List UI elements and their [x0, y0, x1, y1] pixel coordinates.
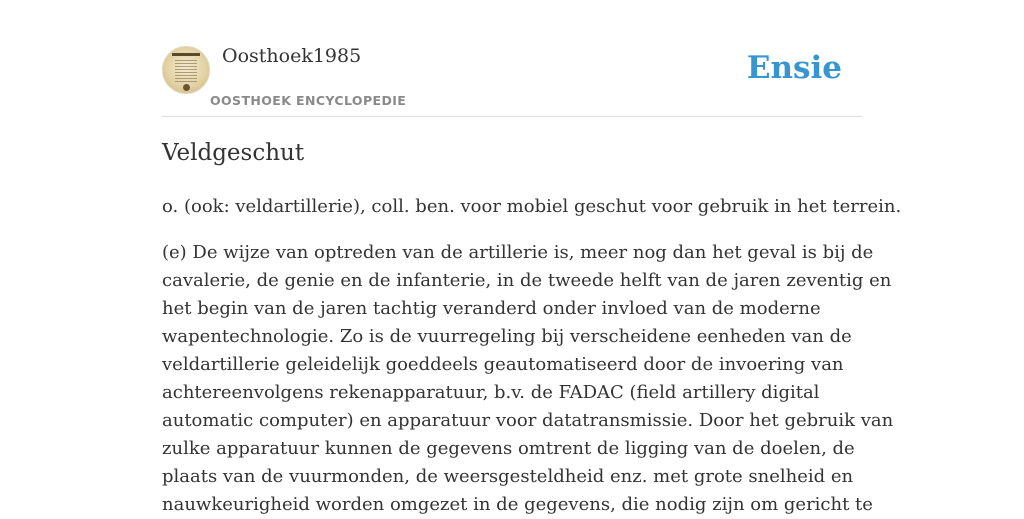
body-line: veldartillerie geleidelijk goeddeels geautomatiseerd door de invoering van: [162, 354, 844, 375]
body-line: automatic computer) en apparatuur voor datatransmissie. Door het gebruik van: [162, 410, 894, 431]
avatar[interactable]: [162, 46, 210, 94]
avatar-seal: [183, 84, 190, 91]
body-line: het begin van de jaren tachtig veranderd onder invloed van de moderne: [162, 298, 821, 319]
body-line: plaats van de vuurmonden, de weersgesteldheid enz. met grote snelheid en: [162, 466, 854, 487]
body-line: cavalerie, de genie en de infanterie, in de tweede helft van de jaren zeventig en: [162, 270, 892, 291]
avatar-band: [172, 53, 200, 56]
page-container: [162, 0, 902, 515]
source-label[interactable]: OOSTHOEK ENCYCLOPEDIE: [210, 93, 407, 108]
header: [162, 0, 862, 117]
article-body: [162, 239, 894, 519]
username-link[interactable]: Oosthoek1985: [222, 45, 362, 67]
article-definition: o. (ook: veldartillerie), coll. ben. voor mobiel geschut voor gebruik in het terrein.: [162, 196, 902, 217]
body-line: achtereenvolgens rekenapparatuur, b.v. de FADAC (field artillery digital: [162, 382, 820, 403]
body-line: nauwkeurigheid worden omgezet in de gegevens, die nodig zijn om gericht te: [162, 494, 873, 515]
article-title: Veldgeschut: [162, 140, 305, 166]
body-line: zulke apparatuur kunnen de gegevens omtrent de ligging van de doelen, de: [162, 438, 855, 459]
ensie-logo[interactable]: Ensie: [746, 50, 842, 86]
body-line: wapentechnologie. Zo is de vuurregeling bij verscheidene eenheden van de: [162, 326, 852, 347]
body-line: (e) De wijze van optreden van de artillerie is, meer nog dan het geval is bij de: [162, 242, 874, 263]
avatar-text-lines: [175, 60, 197, 82]
